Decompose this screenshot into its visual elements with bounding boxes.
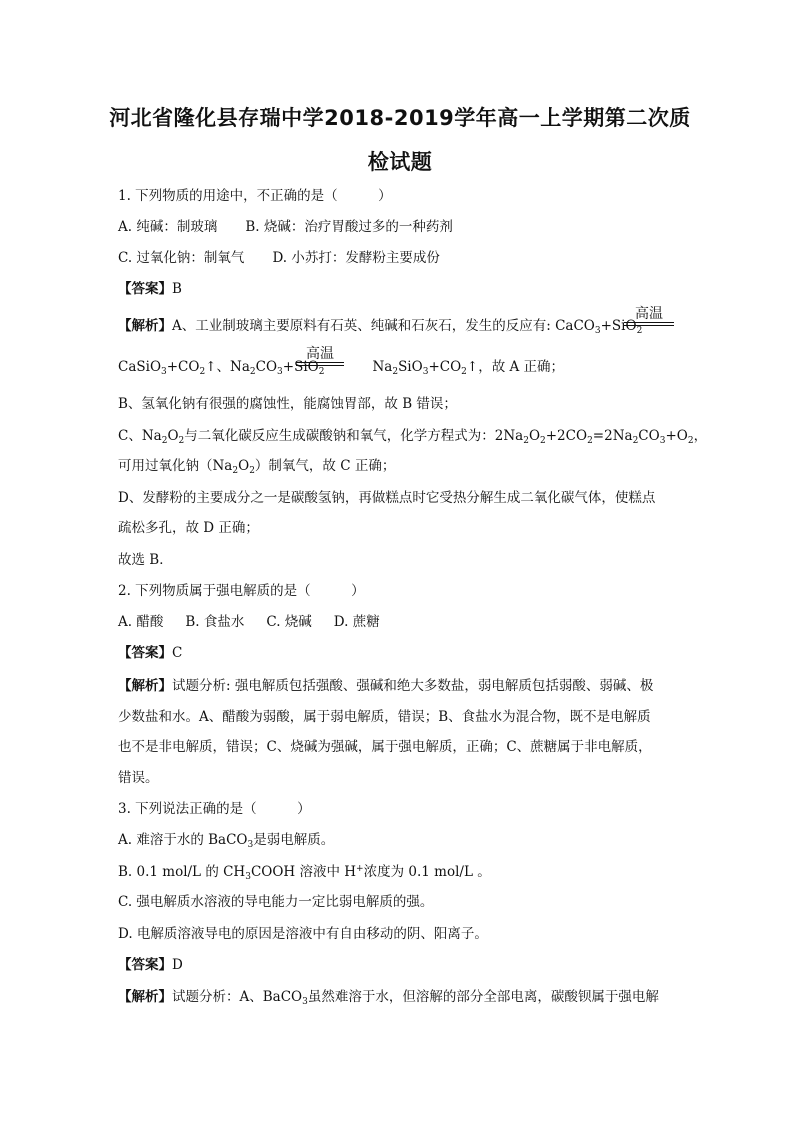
answer-value: C (172, 645, 183, 661)
option-b: B. 食盐水 (185, 614, 245, 630)
question-2-analysis-line-2: 少数盐和水。A、醋酸为弱酸，属于弱电解质，错误；B、食盐水为混合物，既不是电解质 (118, 709, 651, 725)
question-1-analysis-line-2: $CaSiO_3+CO_2↑$、$Na_2CO_3+SiO_2$ $Na_2SiO_3+CO_2↑$，故 A 正确； (118, 359, 565, 377)
analysis-label: 【解析】 (118, 989, 172, 1005)
question-2-answer (118, 643, 182, 663)
question-1-options-cd (118, 248, 468, 268)
analysis-label: 【解析】 (118, 318, 172, 334)
question-3-option-c: C. 强电解质水溶液的导电能力一定比弱电解质的强。 (118, 894, 434, 910)
option-a: A. 醋酸 (118, 614, 164, 630)
question-1-analysis-line-1: 【解析】A、工业制玻璃主要原料有石英、纯碱和石灰石，发生的反应有: CaCO$_3$+SiO$_2$ (118, 318, 643, 336)
answer-label: 【答案】 (118, 281, 172, 297)
document-title: 河北省隆化县存瑞中学2018-2019学年高一上学期第二次质 (109, 106, 691, 130)
option-d: D. 蔗糖 (333, 614, 380, 630)
question-1-analysis-line-8: 故选 B． (118, 552, 173, 568)
answer-value: B (172, 281, 182, 297)
question-1-analysis-line-7: 疏松多孔，故 D 正确； (118, 520, 259, 536)
option-a: A. 纯碱：制玻璃 (118, 219, 218, 235)
question-3-stem: 3. 下列说法正确的是（ ） (118, 801, 311, 817)
question-2-analysis-line-3: 也不是非电解质，错误；C、烧碱为强碱，属于强电解质，正确；C、蔗糖属于非电解质， (118, 739, 652, 755)
question-2-analysis-line-1: 【解析】试题分析: 强电解质包括强酸、强碱和绝大多数盐，弱电解质包括弱酸、弱碱、极 (118, 678, 654, 694)
question-1-options-ab (118, 217, 481, 237)
question-2-stem: 2. 下列物质属于强电解质的是（ ） (118, 583, 365, 599)
option-c: C. 烧碱 (266, 614, 312, 630)
option-d: D. 小苏打：发酵粉主要成份 (272, 250, 440, 266)
answer-value: D (172, 957, 183, 973)
question-3-option-a: A. 难溶于水的 BaCO$_3$是弱电解质。 (118, 832, 335, 850)
question-2-analysis-line-4: 错误。 (118, 770, 159, 786)
reaction-condition-high-temp: 高温 (624, 306, 674, 326)
question-3-option-d: D. 电解质溶液导电的原因是溶液中有自由移动的阴、阳离子。 (118, 926, 488, 942)
question-1-analysis-line-6: D、发酵粉的主要成分之一是碳酸氢钠，再做糕点时它受热分解生成二氧化碳气体，使糕点 (118, 490, 656, 506)
question-1-analysis-line-3: B、氢氧化钠有很强的腐蚀性，能腐蚀胃部，故 B 错误； (118, 396, 457, 412)
analysis-label: 【解析】 (118, 678, 172, 694)
question-2-options (118, 612, 408, 632)
question-3-option-b: B. 0.1 mol/L 的 $CH_3COOH$ 溶液中 H+浓度为 0.1 mol/L 。 (118, 864, 491, 882)
question-3-answer (118, 955, 183, 975)
answer-label: 【答案】 (118, 957, 172, 973)
question-1-stem: 1. 下列物质的用途中，不正确的是（ ） (118, 188, 392, 204)
question-3-analysis-line-1: 【解析】试题分析：A、BaCO$_3$虽然难溶于水，但溶解的部分全部电离，碳酸钡属于强电解 (118, 989, 659, 1007)
question-1-analysis-line-5: 可用过氧化钠$(Na_2O_2)$制氧气，故 C 正确； (118, 458, 396, 476)
answer-label: 【答案】 (118, 645, 172, 661)
question-1-analysis-line-4: C、$Na_2O_2$与二氧化碳反应生成碳酸钠和氧气，化学方程式为：$2Na_2O_2+2CO_2=2Na_2CO_3+O_2$， (118, 428, 708, 446)
option-c: C. 过氧化钠：制氧气 (118, 250, 245, 266)
document-title-continued: 检试题 (367, 150, 433, 174)
reaction-condition-high-temp-2: 高温 (296, 346, 344, 366)
option-b: B. 烧碱：治疗胃酸过多的一种药剂 (245, 219, 453, 235)
question-1-answer (118, 279, 182, 299)
